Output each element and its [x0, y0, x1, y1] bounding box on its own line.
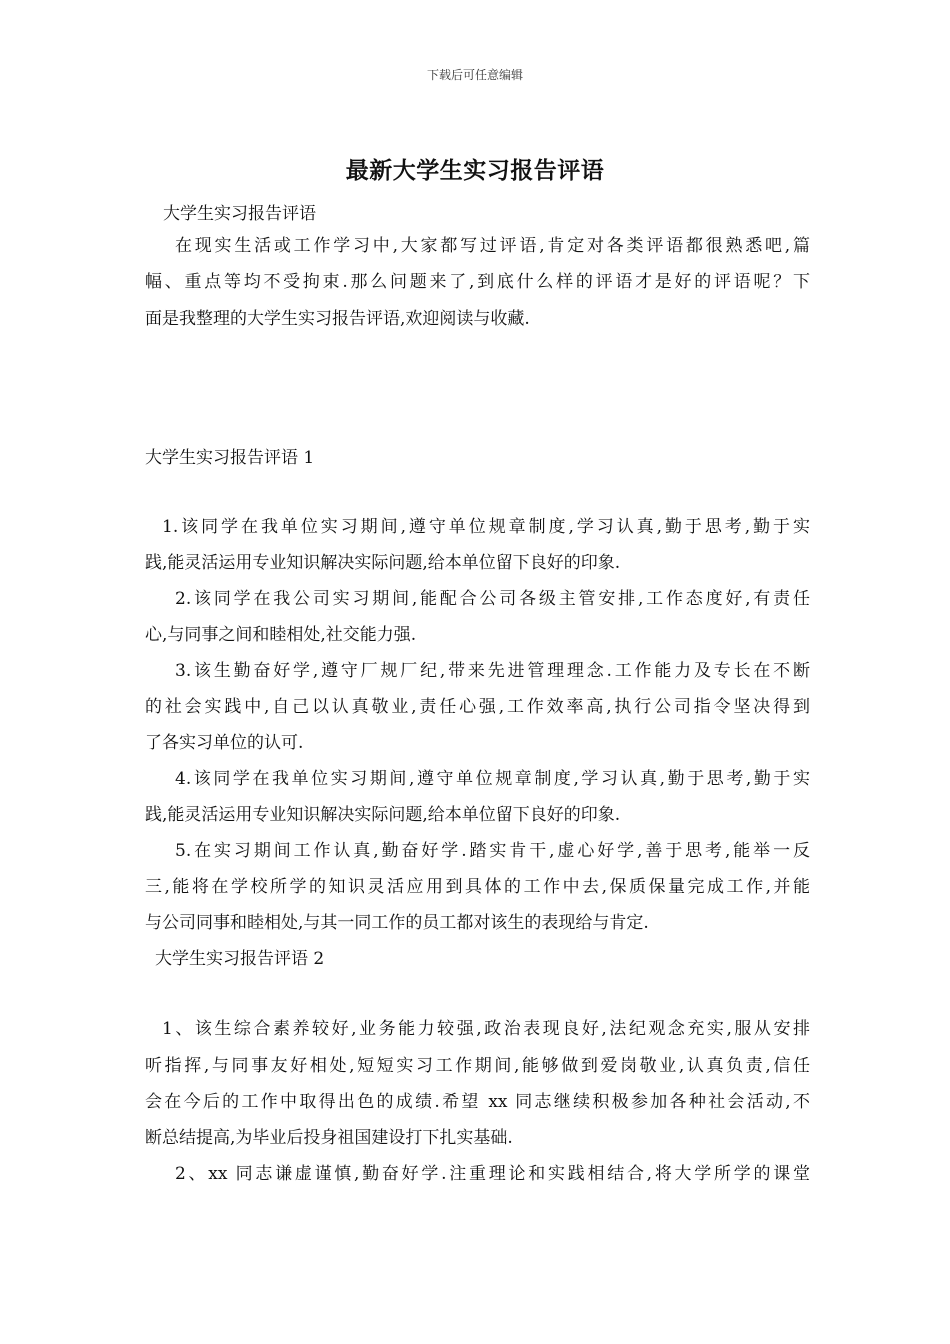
paragraph-line: 1.该同学在我单位实习期间,遵守单位规章制度,学习认真,勤于思考,勤于实 — [162, 517, 810, 537]
paragraph-line: 与公司同事和睦相处,与其一同工作的员工都对该生的表现给与肯定. — [145, 913, 649, 933]
paragraph-line: 4.该同学在我单位实习期间,遵守单位规章制度,学习认真,勤于思考,勤于实 — [175, 769, 810, 789]
paragraph-line: 断总结提高,为毕业后投身祖国建设打下扎实基础. — [145, 1128, 513, 1148]
paragraph-line: 了各实习单位的认可. — [145, 733, 304, 753]
section-heading: 大学生实习报告评语 1 — [145, 448, 315, 468]
paragraph-line: 1、该生综合素养较好,业务能力较强,政治表现良好,法纪观念充实,服从安排 — [162, 1019, 810, 1039]
header-note: 下载后可任意编辑 — [426, 68, 523, 82]
paragraph-line: 3.该生勤奋好学,遵守厂规厂纪,带来先进管理理念.工作能力及专长在不断 — [175, 661, 810, 681]
paragraph-line: 践,能灵活运用专业知识解决实际问题,给本单位留下良好的印象. — [145, 553, 621, 573]
paragraph-line: 三,能将在学校所学的知识灵活应用到具体的工作中去,保质保量完成工作,并能 — [145, 877, 810, 897]
paragraph-line: 2.该同学在我公司实习期间,能配合公司各级主管安排,工作态度好,有责任 — [175, 589, 810, 609]
paragraph-line: 心,与同事之间和睦相处,社交能力强. — [145, 625, 417, 645]
subtitle: 大学生实习报告评语 — [163, 204, 316, 224]
section-heading: 大学生实习报告评语 2 — [155, 949, 325, 969]
intro-line: 幅、重点等均不受拘束.那么问题来了,到底什么样的评语才是好的评语呢？下 — [145, 272, 810, 292]
paragraph-line: 听指挥,与同事友好相处,短短实习工作期间,能够做到爱岗敬业,认真负责,信任 — [145, 1056, 810, 1076]
paragraph-line: 践,能灵活运用专业知识解决实际问题,给本单位留下良好的印象. — [145, 805, 621, 825]
paragraph-line: 的社会实践中,自己以认真敬业,责任心强,工作效率高,执行公司指令坚决得到 — [145, 697, 810, 717]
intro-line: 面是我整理的大学生实习报告评语,欢迎阅读与收藏. — [145, 309, 530, 329]
document-title: 最新大学生实习报告评语 — [345, 157, 605, 184]
paragraph-line: 会在今后的工作中取得出色的成绩.希望 xx 同志继续积极参加各种社会活动,不 — [145, 1092, 810, 1112]
intro-line: 在现实生活或工作学习中,大家都写过评语,肯定对各类评语都很熟悉吧,篇 — [175, 236, 810, 256]
paragraph-line: 5.在实习期间工作认真,勤奋好学.踏实肯干,虚心好学,善于思考,能举一反 — [175, 841, 810, 861]
paragraph-line: 2、xx 同志谦虚谨慎,勤奋好学.注重理论和实践相结合,将大学所学的课堂 — [175, 1164, 810, 1184]
